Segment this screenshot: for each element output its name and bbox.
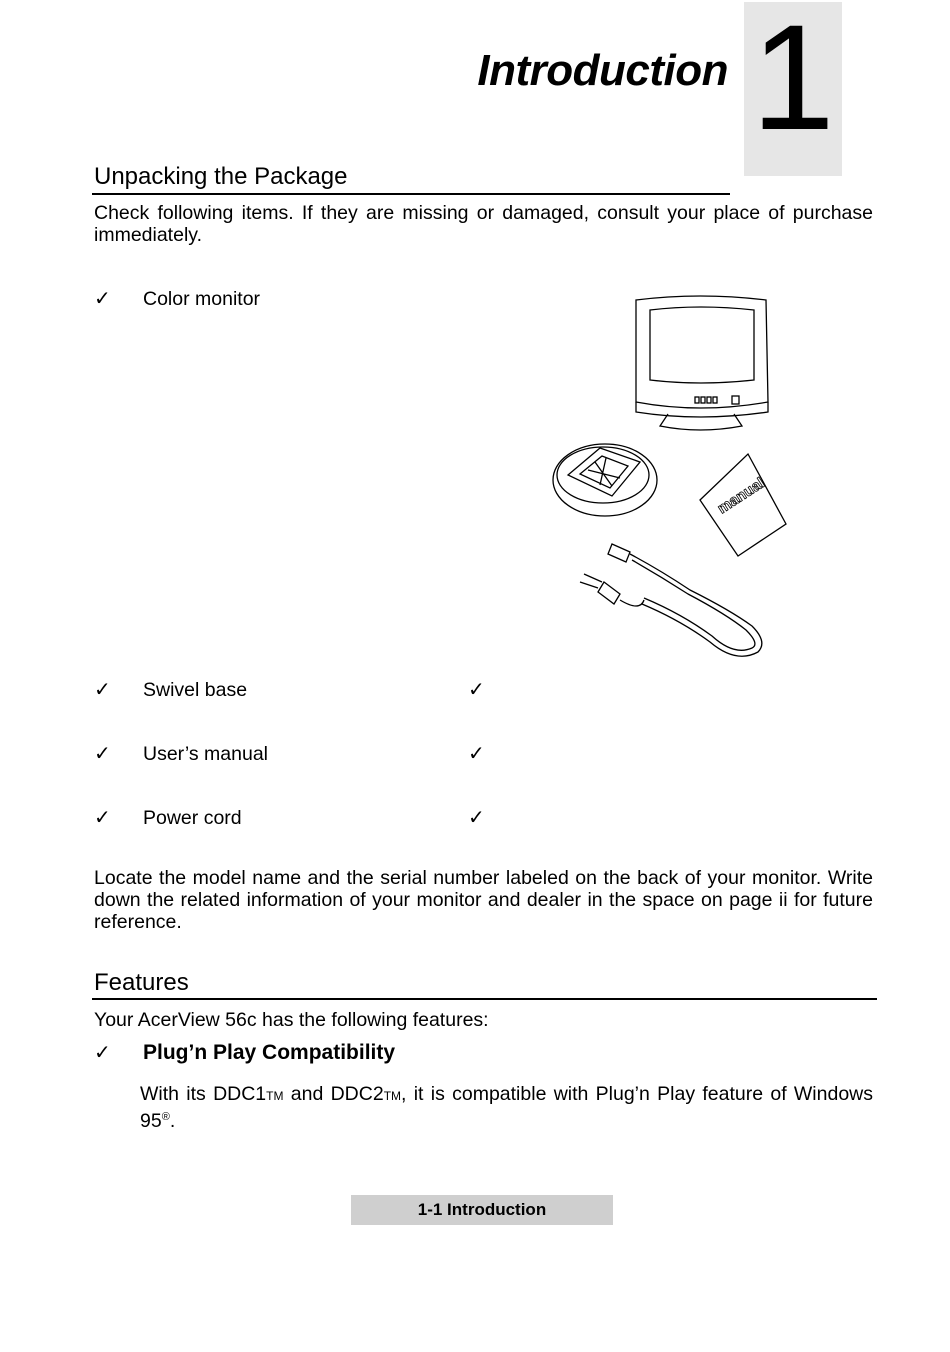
list-item: Swivel base [143,679,248,701]
locate-note: Locate the model name and the serial number labeled on the back of your monitor. Write down the related information of your monitor and dealer in the space on page ii for future reference. [94,867,873,933]
section-heading-features: Features [94,969,189,996]
check-icon: ✓ [468,807,485,829]
check-icon: ✓ [94,1042,111,1064]
feature-description: With its DDC1™ and DDC2™, it is compatible with Plug’n Play feature of Windows 95®. [140,1083,873,1132]
check-icon: ✓ [94,679,111,701]
chapter-title: Introduction [477,46,728,95]
list-item: Power cord [143,807,242,829]
check-icon: ✓ [468,679,485,701]
manual-illustration [700,454,786,556]
list-item: User’s manual [143,743,268,765]
swivel-base-illustration [553,444,657,516]
features-intro: Your AcerView 56c has the following features: [94,1009,489,1031]
monitor-illustration [636,296,768,430]
section-rule [92,998,877,1000]
chapter-number: 1 [751,0,835,161]
manual-label: manual [714,474,768,518]
check-icon: ✓ [94,743,111,765]
check-icon: ✓ [94,807,111,829]
section-heading-unpacking: Unpacking the Package [94,163,348,190]
feature-title: Plug’n Play Compatibility [143,1041,396,1064]
list-item: Color monitor [143,288,261,310]
package-contents-illustration [540,290,790,665]
check-icon: ✓ [94,288,111,310]
unpacking-intro: Check following items. If they are missing or damaged, consult your place of purchase immediately. [94,202,873,246]
check-icon: ✓ [468,743,485,765]
power-cord-illustration [580,544,762,656]
section-rule [92,193,730,195]
page-footer: 1-1 Introduction [351,1195,613,1225]
